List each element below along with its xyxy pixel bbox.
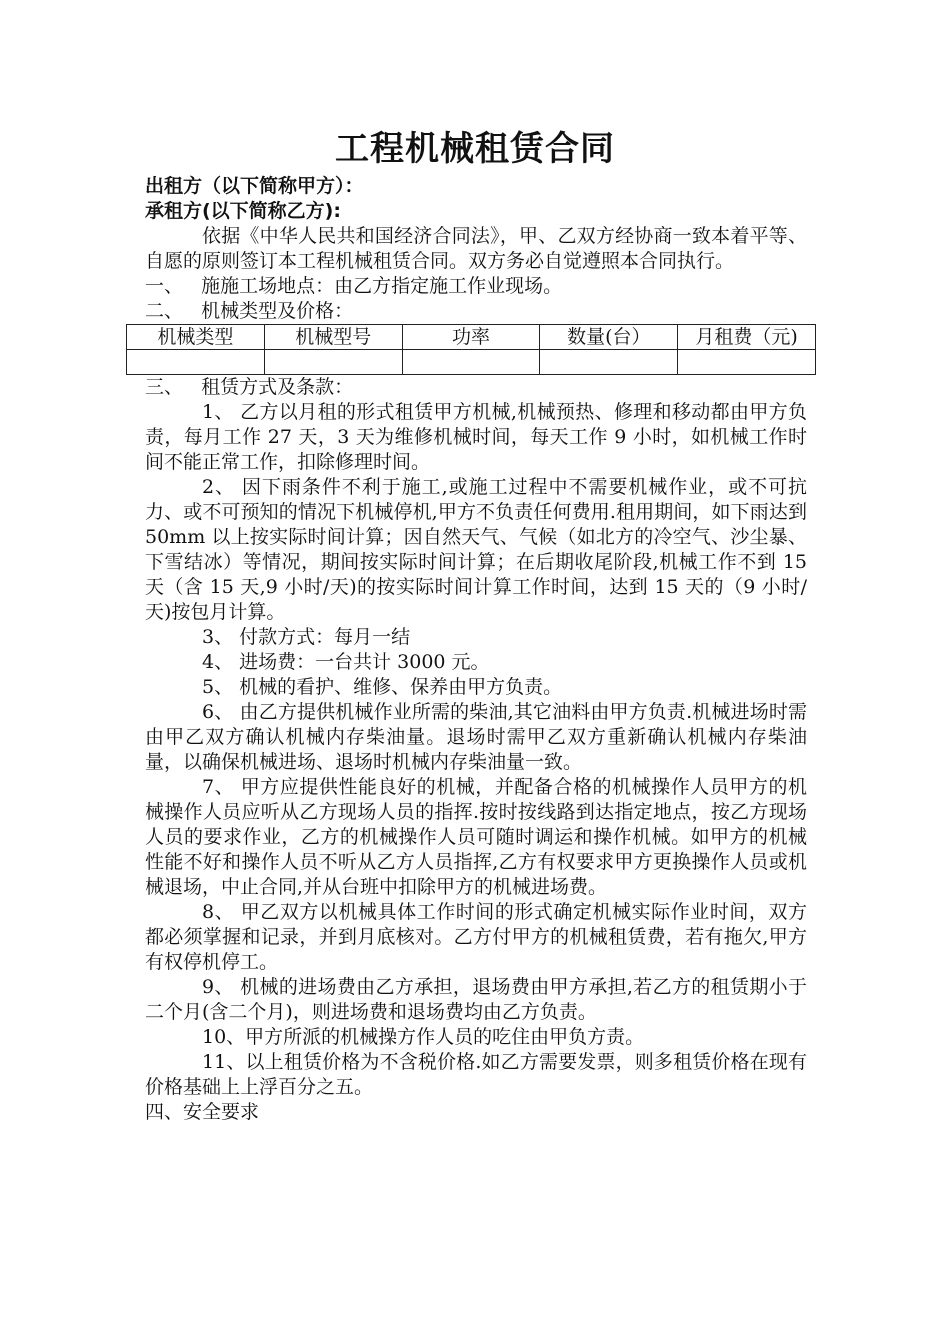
table-header-row — [127, 325, 816, 350]
table-header-cell: 功率 — [402, 325, 540, 350]
table-header-cell: 月租费（元) — [678, 325, 816, 350]
section-3-heading: 三、 租赁方式及条款： — [145, 376, 354, 398]
clause-2: 2、 因下雨条件不利于施工,或施工过程中不需要机械作业，或不可抗力、或不可预知的情况下机械停机,甲方不负责任何费用.租用期间，如下雨达到 50mm 以上按实际时间计算；因自然天气、气候（如北方的冷空气、沙尘暴、下雪结冰）等情况，期间按实际时间计算；在后期收尾阶段,机械工作不到 15 天（含 15 天,9 小时/天)的按实际时间计算工作时间，达到 15 天的（9 小时/天)按包月计算。 — [145, 476, 807, 623]
clause-11: 11、以上租赁价格为不含税价格.如乙方需要发票，则多租赁价格在现有价格基础上上浮百分之五。 — [145, 1051, 807, 1098]
section-4-heading: 四、安全要求 — [145, 1101, 260, 1123]
clause-6: 6、 由乙方提供机械作业所需的柴油,其它油料由甲方负责.机械进场时需由甲乙双方确认机械内存柴油量。退场时需甲乙双方重新确认机械内存柴油量，以确保机械进场、退场时机械内存柴油量一致。 — [145, 701, 807, 773]
clause-4: 4、 进场费：一台共计 3000 元。 — [202, 651, 490, 673]
table-cell — [540, 350, 678, 375]
contract-body — [145, 174, 807, 1125]
lessee-line: 承租方(以下简称乙方): — [145, 200, 341, 222]
clause-10: 10、甲方所派的机械操方作人员的吃住由甲负方责。 — [202, 1026, 645, 1048]
table-header-cell: 机械型号 — [264, 325, 402, 350]
machinery-price-table — [126, 324, 816, 375]
clause-7: 7、 甲方应提供性能良好的机械，并配备合格的机械操作人员甲方的机械操作人员应听从乙方现场人员的指挥.按时按线路到达指定地点，按乙方现场人员的要求作业，乙方的机械操作人员可随时调运和操作机械。如甲方的机械性能不好和操作人员不听从乙方人员指挥,乙方有权要求甲方更换操作人员或机械退场，中止合同,并从台班中扣除甲方的机械进场费。 — [145, 776, 807, 898]
clause-5: 5、 机械的看护、维修、保养由甲方负责。 — [202, 676, 563, 698]
lessor-line: 出租方（以下简称甲方）： — [145, 175, 364, 197]
intro-paragraph: 依据《中华人民共和国经济合同法》，甲、乙双方经协商一致本着平等、自愿的原则签订本工程机械租赁合同。双方务必自觉遵照本合同执行。 — [145, 225, 807, 272]
table-header-cell: 数量(台） — [540, 325, 678, 350]
document-title: 工程机械租赁合同 — [335, 129, 615, 169]
section-2-heading: 二、 机械类型及价格： — [145, 300, 354, 322]
clause-3: 3、 付款方式：每月一结 — [202, 626, 411, 648]
table-cell — [127, 350, 265, 375]
table-cell — [678, 350, 816, 375]
clause-1: 1、 乙方以月租的形式租赁甲方机械,机械预热、修理和移动都由甲方负责，每月工作 27 天，3 天为维修机械时间，每天工作 9 小时，如机械工作时间不能正常工作，扣除修理时间。 — [145, 401, 807, 473]
table-cell — [264, 350, 402, 375]
clause-9: 9、 机械的进场费由乙方承担，退场费由甲方承担,若乙方的租赁期小于二个月(含二个月)，则进场费和退场费均由乙方负责。 — [145, 976, 807, 1023]
table-row — [127, 350, 816, 375]
section-1-heading: 一、 施施工场地点：由乙方指定施工作业现场。 — [145, 275, 563, 297]
table-header-cell: 机械类型 — [127, 325, 265, 350]
table-cell — [402, 350, 540, 375]
clause-8: 8、 甲乙双方以机械具体工作时间的形式确定机械实际作业时间，双方都必须掌握和记录，并到月底核对。乙方付甲方的机械租赁费，若有拖欠,甲方有权停机停工。 — [145, 901, 807, 973]
